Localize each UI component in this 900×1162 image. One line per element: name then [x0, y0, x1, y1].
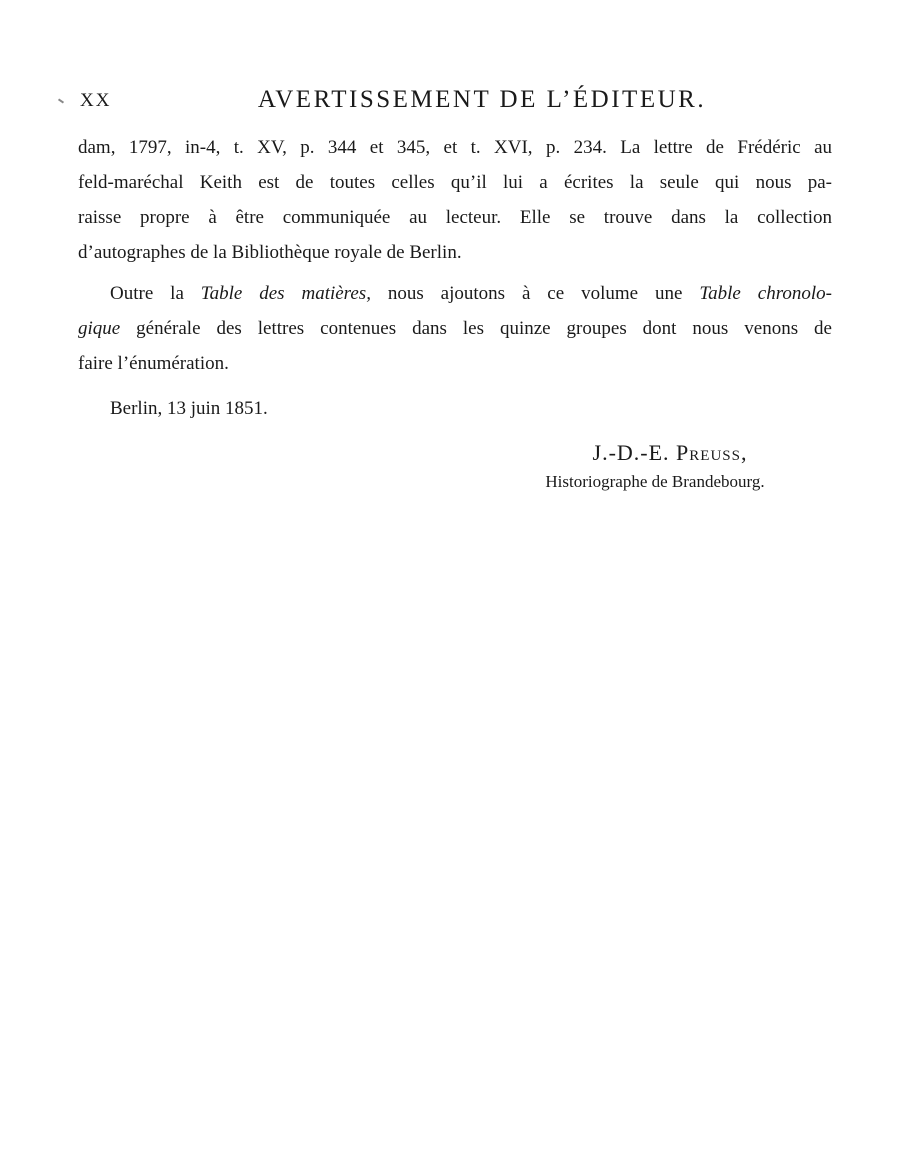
text-line: Outre la Table des matières, nous ajoutons à ce volume une Table chronolo- — [110, 283, 832, 304]
signature-role: Historiographe de Brandebourg. — [545, 472, 765, 491]
signature-block — [480, 440, 800, 492]
italic-title: gique — [78, 318, 121, 339]
italic-title: Table chronolo- — [699, 283, 832, 304]
text-line: dam, 1797, in-4, t. XV, p. 344 et 345, et t. XVI, p. 234. La lettre de Frédéric au — [78, 137, 832, 158]
paragraph-tables — [78, 276, 832, 381]
text-line: raisse propre à être communiquée au lecteur. Elle se trouve dans la collection — [78, 207, 832, 228]
text-line: feld-maréchal Keith est de toutes celles qu’il lui a écrites la seule qui nous pa- — [78, 172, 832, 193]
text-line: faire l’énumération. — [78, 353, 229, 374]
running-title: AVERTISSEMENT DE L’ÉDITEUR. — [257, 86, 707, 113]
text-line: d’autographes de la Bibliothèque royale de Berlin. — [78, 242, 462, 263]
dateline: Berlin, 13 juin 1851. — [110, 398, 268, 419]
signature-name: J.-D.-E. Preuss, — [592, 440, 748, 465]
text-line: gique générale des lettres contenues dans les quinze groupes dont nous venons de — [78, 318, 832, 339]
page-number: XX — [80, 90, 112, 111]
paragraph-continuation — [78, 130, 832, 270]
page-header — [62, 86, 842, 120]
body-text — [78, 130, 832, 426]
italic-title: Table des matières, — [200, 283, 371, 304]
